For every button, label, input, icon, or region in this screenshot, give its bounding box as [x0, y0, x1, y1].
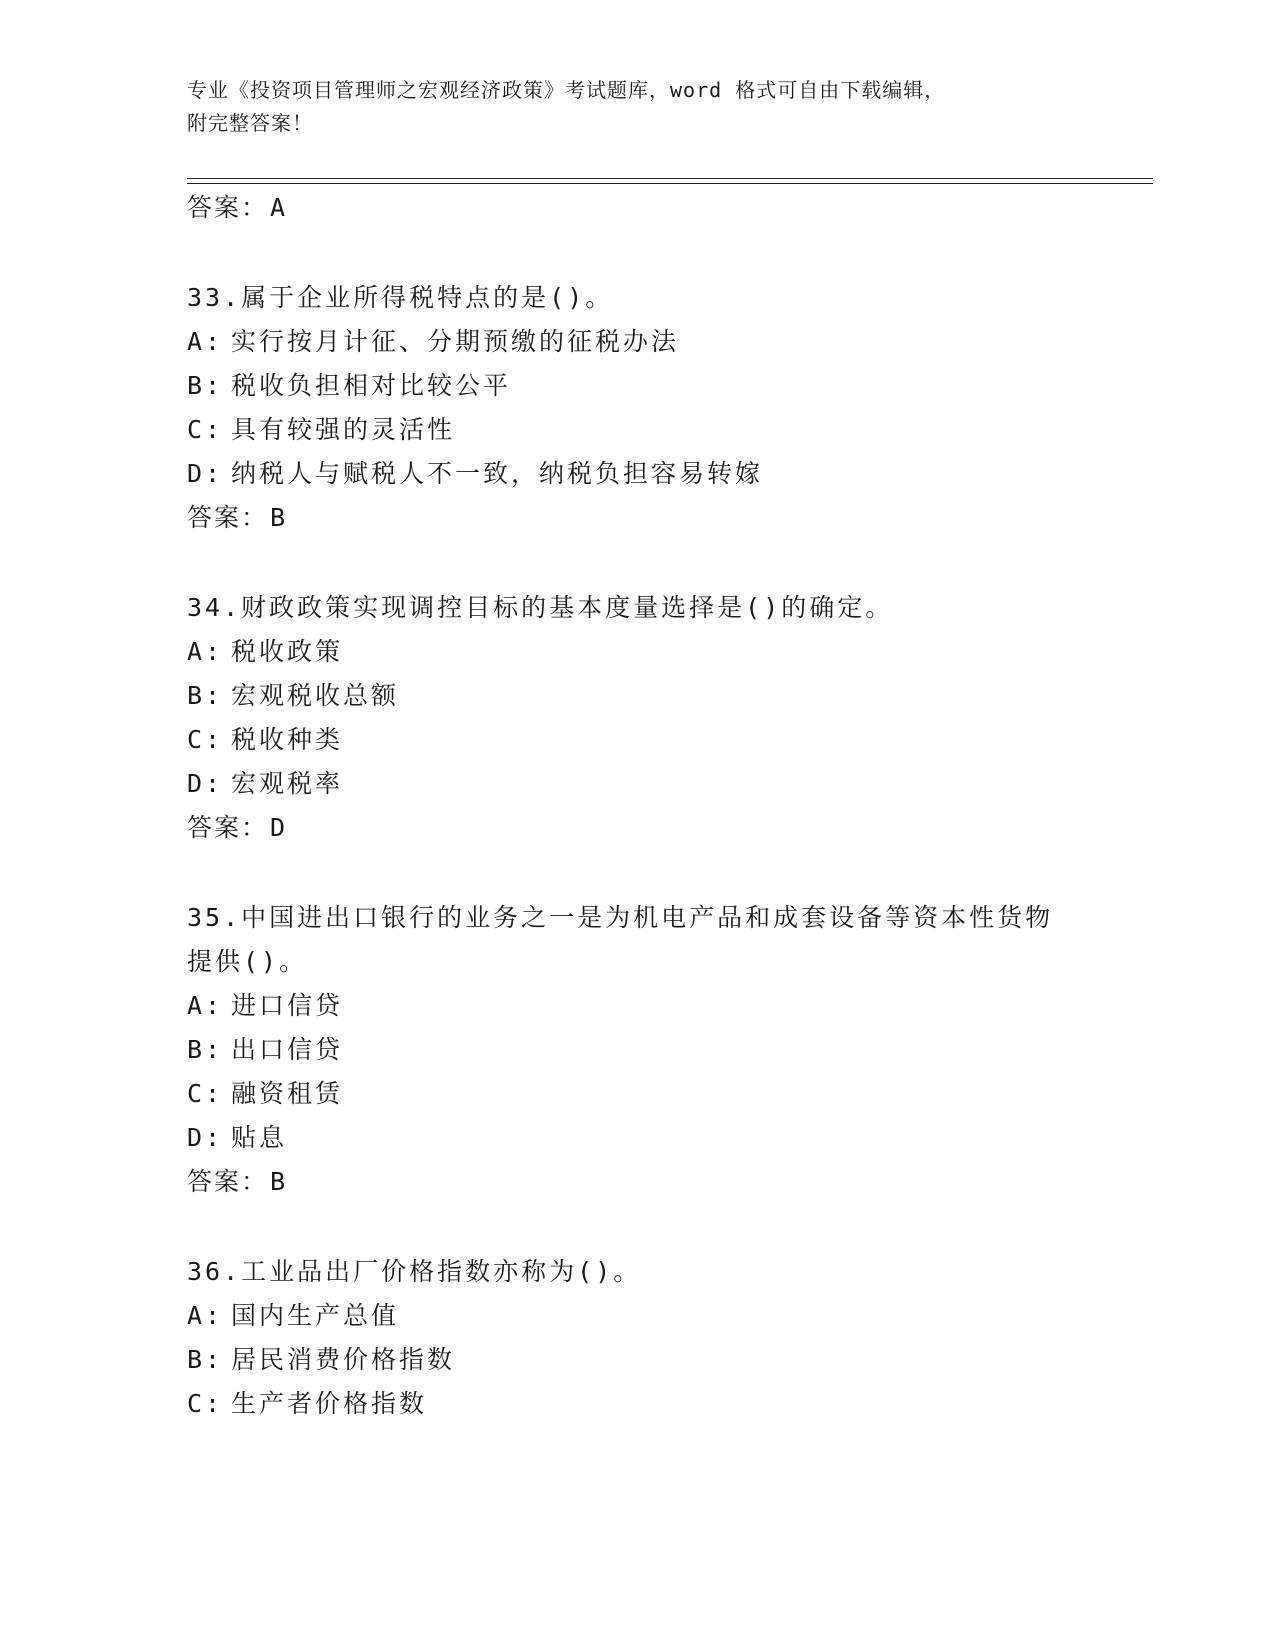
option-key: D:	[187, 459, 224, 488]
option-b	[187, 1035, 343, 1065]
option-a	[187, 327, 679, 357]
option-key: A:	[187, 1301, 224, 1330]
answer-value: A	[270, 193, 288, 222]
option-text: 国内生产总值	[231, 1301, 400, 1330]
answer-value: B	[270, 503, 288, 532]
option-key: B:	[187, 1035, 224, 1064]
option-c	[187, 1389, 427, 1419]
question-text: 财政政策实现调控目标的基本度量选择是()的确定。	[241, 593, 894, 622]
option-text: 进口信贷	[231, 991, 344, 1020]
option-text: 生产者价格指数	[231, 1389, 428, 1418]
option-c	[187, 725, 343, 755]
answer-label: 答案：	[187, 1167, 269, 1196]
option-text: 税收负担相对比较公平	[231, 371, 512, 400]
option-a	[187, 991, 343, 1021]
question-text: 属于企业所得税特点的是()。	[241, 283, 614, 312]
option-c	[187, 415, 455, 445]
question-number: 33.	[187, 283, 242, 312]
answer-label: 答案：	[187, 193, 269, 222]
question-number: 35.	[187, 903, 242, 932]
option-a	[187, 637, 343, 667]
option-key: A:	[187, 991, 224, 1020]
question-text: 工业品出厂价格指数亦称为()。	[241, 1257, 642, 1286]
answer-line	[187, 813, 287, 843]
option-text: 融资租赁	[231, 1079, 344, 1108]
answer-line	[187, 503, 287, 533]
option-d	[187, 459, 763, 489]
header-divider-top	[187, 178, 1153, 179]
question-stem	[187, 903, 1053, 933]
answer-line	[187, 193, 287, 223]
question-number: 34.	[187, 593, 242, 622]
answer-label: 答案：	[187, 813, 269, 842]
option-b	[187, 1345, 455, 1375]
option-key: B:	[187, 681, 224, 710]
option-d	[187, 769, 343, 799]
header-line-2: 附完整答案！	[187, 111, 313, 135]
question-text-cont: 提供()。	[187, 947, 308, 976]
option-key: B:	[187, 1345, 224, 1374]
question-stem	[187, 593, 893, 623]
document-header	[187, 74, 1087, 140]
option-text: 贴息	[231, 1123, 288, 1152]
option-b	[187, 681, 399, 711]
answer-value: B	[270, 1167, 288, 1196]
option-key: C:	[187, 1079, 224, 1108]
option-key: A:	[187, 637, 224, 666]
option-d	[187, 1123, 287, 1153]
question-stem	[187, 283, 613, 313]
option-text: 纳税人与赋税人不一致，纳税负担容易转嫁	[231, 459, 764, 488]
option-text: 出口信贷	[231, 1035, 344, 1064]
option-text: 税收政策	[231, 637, 344, 666]
question-number: 36.	[187, 1257, 242, 1286]
option-key: B:	[187, 371, 224, 400]
option-text: 具有较强的灵活性	[231, 415, 456, 444]
answer-value: D	[270, 813, 288, 842]
header-line-1: 专业《投资项目管理师之宏观经济政策》考试题库，word 格式可自由下载编辑，	[187, 78, 946, 102]
answer-label: 答案：	[187, 503, 269, 532]
option-key: D:	[187, 1123, 224, 1152]
question-stem	[187, 1257, 641, 1287]
option-key: D:	[187, 769, 224, 798]
option-text: 居民消费价格指数	[231, 1345, 456, 1374]
question-text: 中国进出口银行的业务之一是为机电产品和成套设备等资本性货物	[241, 903, 1054, 932]
option-key: C:	[187, 725, 224, 754]
option-key: C:	[187, 415, 224, 444]
answer-line	[187, 1167, 287, 1197]
option-text: 宏观税率	[231, 769, 344, 798]
option-text: 宏观税收总额	[231, 681, 400, 710]
option-text: 税收种类	[231, 725, 344, 754]
option-c	[187, 1079, 343, 1109]
header-divider-bottom	[187, 183, 1153, 184]
question-stem-continued	[187, 947, 307, 977]
option-text: 实行按月计征、分期预缴的征税办法	[231, 327, 680, 356]
option-key: A:	[187, 327, 224, 356]
option-a	[187, 1301, 399, 1331]
option-b	[187, 371, 511, 401]
option-key: C:	[187, 1389, 224, 1418]
